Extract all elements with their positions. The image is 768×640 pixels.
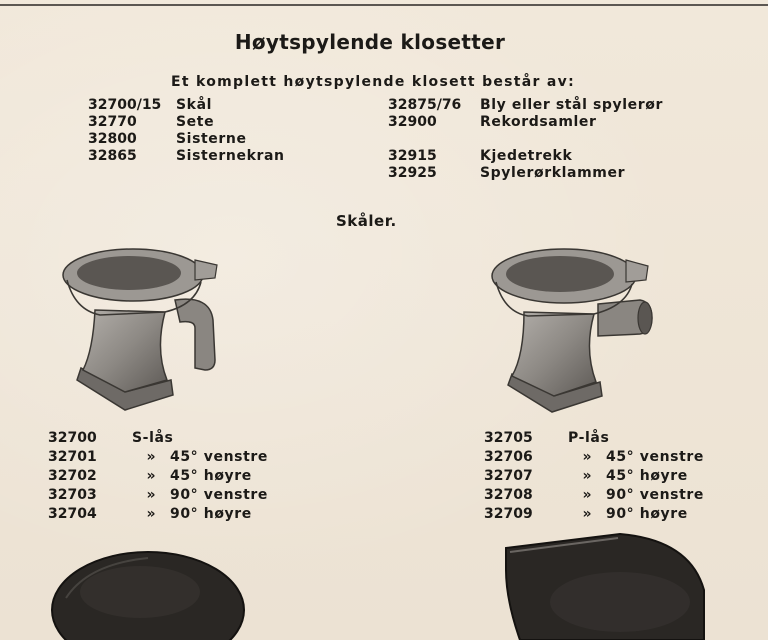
part-row bbox=[88, 114, 285, 131]
variant-number: 32706 bbox=[484, 449, 533, 465]
variant-number: 32700 bbox=[48, 430, 97, 446]
ditto-mark: » bbox=[582, 468, 592, 484]
part-number: 32925 bbox=[388, 165, 437, 181]
ditto-mark: » bbox=[146, 449, 156, 465]
part-number: 32800 bbox=[88, 131, 137, 147]
parts-list-right bbox=[388, 97, 663, 182]
ditto-mark: » bbox=[146, 506, 156, 522]
variant-row bbox=[48, 506, 268, 525]
variant-number: 32704 bbox=[48, 506, 97, 522]
ditto-mark: » bbox=[582, 449, 592, 465]
s-trap-bowl-image bbox=[55, 240, 225, 415]
variant-label: P-lås bbox=[568, 430, 610, 446]
part-label: Spylerørklammer bbox=[480, 165, 626, 181]
variant-head-row bbox=[48, 430, 268, 449]
intro-text: Et komplett høytspylende klosett består av: bbox=[170, 74, 576, 90]
variant-row bbox=[48, 468, 268, 487]
variant-label: 45° venstre bbox=[170, 449, 268, 465]
variant-number: 32708 bbox=[484, 487, 533, 503]
part-label: Sisternekran bbox=[176, 148, 285, 164]
part-number: 32865 bbox=[88, 148, 137, 164]
section-title: Skåler. bbox=[336, 212, 397, 230]
part-number: 32700/15 bbox=[88, 97, 162, 113]
variant-label: 45° venstre bbox=[606, 449, 704, 465]
page-title: Høytspylende klosetter bbox=[234, 30, 506, 54]
variant-number: 32707 bbox=[484, 468, 533, 484]
part-label: Kjedetrekk bbox=[480, 148, 573, 164]
variant-row bbox=[484, 487, 704, 506]
part-row bbox=[88, 131, 285, 148]
part-number: 32770 bbox=[88, 114, 137, 130]
variant-label: 45° høyre bbox=[170, 468, 252, 484]
variant-label: S-lås bbox=[132, 430, 174, 446]
toilet-seat-image-right bbox=[500, 530, 710, 640]
part-row bbox=[388, 148, 663, 165]
p-trap-variants bbox=[484, 430, 704, 525]
s-trap-variants bbox=[48, 430, 268, 525]
variant-head-row bbox=[484, 430, 704, 449]
variant-row bbox=[484, 506, 704, 525]
variant-row bbox=[484, 468, 704, 487]
part-label: Skål bbox=[176, 97, 213, 113]
variant-row bbox=[48, 487, 268, 506]
ditto-mark: » bbox=[146, 468, 156, 484]
part-row bbox=[88, 97, 285, 114]
part-label: Sisterne bbox=[176, 131, 247, 147]
list-gap bbox=[388, 131, 663, 148]
variant-label: 90° høyre bbox=[170, 506, 252, 522]
variant-row bbox=[484, 449, 704, 468]
parts-list-left bbox=[88, 97, 285, 165]
ditto-mark: » bbox=[582, 506, 592, 522]
variant-label: 90° høyre bbox=[606, 506, 688, 522]
variant-label: 90° venstre bbox=[606, 487, 704, 503]
variant-number: 32701 bbox=[48, 449, 97, 465]
ditto-mark: » bbox=[582, 487, 592, 503]
variant-label: 45° høyre bbox=[606, 468, 688, 484]
part-label: Sete bbox=[176, 114, 215, 130]
variant-row bbox=[48, 449, 268, 468]
variant-number: 32702 bbox=[48, 468, 97, 484]
part-number: 32900 bbox=[388, 114, 437, 130]
part-row bbox=[88, 148, 285, 165]
part-number: 32875/76 bbox=[388, 97, 462, 113]
top-rule bbox=[0, 4, 768, 6]
variant-number: 32705 bbox=[484, 430, 533, 446]
part-label: Rekordsamler bbox=[480, 114, 597, 130]
variant-label: 90° venstre bbox=[170, 487, 268, 503]
part-row bbox=[388, 165, 663, 182]
toilet-seat-image-left bbox=[48, 540, 253, 640]
variant-number: 32709 bbox=[484, 506, 533, 522]
part-row bbox=[388, 114, 663, 131]
part-number: 32915 bbox=[388, 148, 437, 164]
variant-number: 32703 bbox=[48, 487, 97, 503]
part-label: Bly eller stål spylerør bbox=[480, 97, 663, 113]
part-row bbox=[388, 97, 663, 114]
p-trap-bowl-image bbox=[480, 240, 655, 420]
ditto-mark: » bbox=[146, 487, 156, 503]
